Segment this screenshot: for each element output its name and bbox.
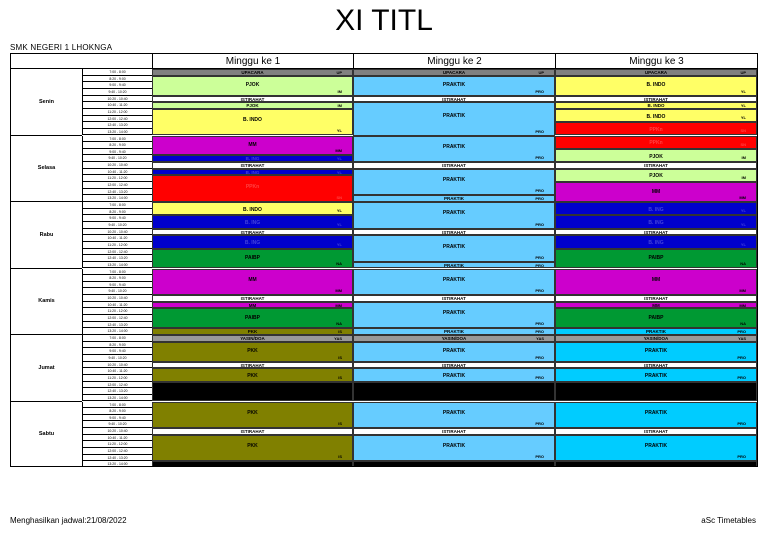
teacher-code: SN xyxy=(740,141,746,147)
lesson-name: MM xyxy=(248,302,257,308)
time-slot: 11:20 - 12:00 xyxy=(82,308,152,315)
lesson-name: B. ING xyxy=(648,239,664,246)
app-credit: aSc Timetables xyxy=(701,516,756,525)
time-slot: 12:40 - 13:20 xyxy=(82,455,152,462)
lesson-cell xyxy=(353,461,555,467)
timetable-grid xyxy=(10,53,758,467)
page-title: XI TITL xyxy=(335,4,433,37)
lesson-name: ISTIRAHAT xyxy=(240,96,265,102)
lesson-name: PRAKTIK xyxy=(442,82,466,89)
lesson-name: ISTIRAHAT xyxy=(240,229,265,235)
lesson-name: PRAKTIK xyxy=(442,243,466,250)
time-slot: 10:40 - 11:20 xyxy=(82,435,152,442)
teacher-code: PRO xyxy=(737,354,746,360)
lesson-name: MM xyxy=(248,276,257,283)
lesson-cell xyxy=(353,136,555,163)
lesson-name: B. INDO xyxy=(646,113,666,120)
time-slot: 7:00 - 8:00 xyxy=(82,335,152,342)
lesson-cell xyxy=(555,368,757,381)
teacher-code: IM xyxy=(337,88,342,94)
time-slot: 9:00 - 9:40 xyxy=(82,149,152,156)
teacher-code: YL xyxy=(336,221,342,227)
lesson-name: PRAKTIK xyxy=(442,210,466,217)
lesson-name: PKK xyxy=(247,409,258,416)
lesson-name: ISTIRAHAT xyxy=(644,429,668,435)
lesson-cell xyxy=(353,402,555,429)
lesson-cell xyxy=(555,149,757,162)
time-slot: 9:40 - 10:20 xyxy=(82,355,152,362)
time-slot: 12:00 - 12:40 xyxy=(82,116,152,123)
teacher-code: PRO xyxy=(535,454,544,460)
lesson-cell xyxy=(555,435,757,462)
lesson-name: PRAKTIK xyxy=(442,348,466,355)
time-slot: 10:40 - 11:20 xyxy=(82,102,152,109)
lesson-name: UPACARA xyxy=(442,70,466,75)
lesson-cell xyxy=(353,96,555,103)
lesson-cell xyxy=(555,202,757,215)
lesson-name: ISTIRAHAT xyxy=(442,429,466,435)
lesson-cell xyxy=(555,122,757,135)
time-slot: 8:20 - 9:00 xyxy=(82,408,152,415)
time-slot: 9:40 - 10:20 xyxy=(82,89,152,96)
lesson-cell xyxy=(555,215,757,228)
lesson-cell xyxy=(353,69,555,76)
lesson-cell xyxy=(353,428,555,435)
time-slot: 9:40 - 10:20 xyxy=(82,421,152,428)
generated-date: Menghasilkan jadwal:21/08/2022 xyxy=(10,516,127,525)
lesson-cell xyxy=(152,162,353,169)
lesson-name: ISTIRAHAT xyxy=(240,296,265,302)
week-header-3: Minggu ke 3 xyxy=(555,54,757,69)
lesson-name: PPKn xyxy=(245,183,260,190)
time-slot: 13:20 - 14:00 xyxy=(82,328,152,335)
lesson-cell xyxy=(555,382,757,402)
lesson-cell xyxy=(353,235,555,262)
lesson-name: MM xyxy=(651,276,661,283)
teacher-code: IS xyxy=(338,421,342,427)
lesson-cell xyxy=(152,76,353,96)
time-slot: 9:40 - 10:20 xyxy=(82,155,152,162)
week-header-1: Minggu ke 1 xyxy=(152,54,353,69)
time-slot: 11:20 - 12:00 xyxy=(82,242,152,249)
teacher-code: YL xyxy=(740,208,746,214)
time-slot: 7:00 - 8:00 xyxy=(82,136,152,143)
teacher-code: MM xyxy=(739,302,746,308)
lesson-name: B. ING xyxy=(244,239,261,246)
lesson-cell xyxy=(152,328,353,335)
teacher-code: MM xyxy=(335,148,342,154)
lesson-name: ISTIRAHAT xyxy=(442,362,466,368)
lesson-cell xyxy=(555,402,757,429)
lesson-cell xyxy=(555,302,757,309)
time-slot: 10:40 - 11:20 xyxy=(82,169,152,176)
time-slot: 11:20 - 12:00 xyxy=(82,441,152,448)
time-slot: 10:20 - 10:40 xyxy=(82,162,152,169)
lesson-cell xyxy=(152,435,353,462)
lesson-name: ISTIRAHAT xyxy=(240,429,265,435)
lesson-name: PRAKTIK xyxy=(644,443,668,450)
teacher-code: IM xyxy=(741,155,746,161)
time-slot: 10:20 - 10:40 xyxy=(82,96,152,103)
teacher-code: PRO xyxy=(737,421,746,427)
teacher-code: IS xyxy=(338,354,342,360)
teacher-code: IM xyxy=(337,103,342,109)
teacher-code: SN xyxy=(336,194,342,200)
teacher-code: PRO xyxy=(535,329,544,335)
lesson-cell xyxy=(353,202,555,229)
lesson-cell xyxy=(353,302,555,329)
lesson-cell xyxy=(152,428,353,435)
lesson-name: PJOK xyxy=(246,103,259,109)
lesson-cell xyxy=(555,96,757,103)
lesson-name: ISTIRAHAT xyxy=(240,362,265,368)
lesson-name: PKK xyxy=(247,443,258,450)
lesson-name: PRAKTIK xyxy=(444,329,464,335)
lesson-cell xyxy=(353,435,555,462)
lesson-name: PRAKTIK xyxy=(442,143,466,150)
time-slot: 8:20 - 9:00 xyxy=(82,342,152,349)
lesson-cell xyxy=(152,109,353,136)
time-slot: 12:40 - 13:20 xyxy=(82,122,152,129)
lesson-cell xyxy=(152,308,353,328)
lesson-name: YASIN/DOA xyxy=(441,336,467,341)
lesson-cell xyxy=(353,229,555,236)
lesson-name: ISTIRAHAT xyxy=(644,163,668,169)
lesson-name: PRAKTIK xyxy=(444,196,464,202)
lesson-name: PKK xyxy=(247,372,258,379)
time-slot: 10:20 - 10:40 xyxy=(82,229,152,236)
day-label: Kamis xyxy=(11,269,82,336)
lesson-cell xyxy=(152,382,353,402)
teacher-code: IS xyxy=(338,454,342,460)
lesson-name: B. ING xyxy=(245,169,260,175)
week-header-2: Minggu ke 2 xyxy=(353,54,555,69)
lesson-name: MM xyxy=(652,302,660,308)
time-slot: 12:40 - 13:20 xyxy=(82,322,152,329)
lesson-cell xyxy=(555,182,757,202)
lesson-cell xyxy=(555,235,757,248)
teacher-code: PRO xyxy=(535,421,544,427)
time-slot: 13:20 - 14:00 xyxy=(82,395,152,402)
lesson-name: YASIN/DOA xyxy=(643,336,669,341)
teacher-code: MM xyxy=(739,194,746,200)
time-slot: 8:20 - 9:00 xyxy=(82,142,152,149)
lesson-name: PAIBP xyxy=(648,314,664,321)
time-slot: 9:00 - 9:40 xyxy=(82,415,152,422)
lesson-name: B. INDO xyxy=(243,117,262,124)
lesson-name: PPKn xyxy=(649,126,663,133)
lesson-name: PRAKTIK xyxy=(646,329,666,335)
lesson-name: ISTIRAHAT xyxy=(644,296,668,302)
lesson-cell xyxy=(152,202,353,215)
lesson-cell xyxy=(152,461,353,467)
time-slot: 10:40 - 11:20 xyxy=(82,235,152,242)
lesson-cell xyxy=(353,295,555,302)
teacher-code: PRO xyxy=(535,155,544,161)
teacher-code: NA xyxy=(740,261,746,267)
lesson-cell xyxy=(555,109,757,122)
day-label: Senin xyxy=(11,69,82,136)
lesson-cell xyxy=(152,175,353,202)
day-label: Rabu xyxy=(11,202,82,269)
lesson-name: ISTIRAHAT xyxy=(442,229,466,235)
time-slot: 12:00 - 12:40 xyxy=(82,315,152,322)
teacher-code: YL xyxy=(740,221,746,227)
teacher-code: NA xyxy=(336,321,342,327)
lesson-cell xyxy=(555,362,757,369)
time-slot: 7:00 - 8:00 xyxy=(82,202,152,209)
lesson-cell xyxy=(152,69,353,76)
lesson-name: PAIBP xyxy=(648,255,664,262)
lesson-name: MM xyxy=(248,142,257,149)
time-slot: 12:00 - 12:40 xyxy=(82,448,152,455)
lesson-cell xyxy=(555,308,757,328)
time-slot: 9:00 - 9:40 xyxy=(82,82,152,89)
lesson-cell xyxy=(353,195,555,202)
lesson-cell xyxy=(555,328,757,335)
lesson-cell xyxy=(555,269,757,296)
time-slot: 12:40 - 13:20 xyxy=(82,255,152,262)
lesson-name: PKK xyxy=(247,329,258,335)
lesson-cell xyxy=(353,162,555,169)
lesson-cell xyxy=(555,295,757,302)
lesson-cell xyxy=(152,249,353,269)
teacher-code: MM xyxy=(739,288,746,294)
lesson-name: PJOK xyxy=(649,153,663,160)
lesson-cell xyxy=(353,269,555,296)
header-corner xyxy=(11,54,152,69)
day-label: Jumat xyxy=(11,335,82,402)
lesson-name: UPACARA xyxy=(644,70,668,75)
lesson-name: B. INDO xyxy=(243,206,262,213)
lesson-cell xyxy=(152,362,353,369)
teacher-code: PRO xyxy=(535,354,544,360)
teacher-code: YAS xyxy=(536,336,544,341)
time-slot: 12:00 - 12:40 xyxy=(82,182,152,189)
teacher-code: PRO xyxy=(737,329,746,335)
time-slot: 8:20 - 9:00 xyxy=(82,76,152,83)
time-slot: 12:00 - 12:40 xyxy=(82,249,152,256)
time-slot: 10:20 - 10:40 xyxy=(82,295,152,302)
day-label: Selasa xyxy=(11,136,82,203)
teacher-code: PRO xyxy=(535,262,544,268)
teacher-code: PRO xyxy=(535,88,544,94)
lesson-cell xyxy=(152,302,353,309)
lesson-name: ISTIRAHAT xyxy=(442,96,466,102)
teacher-code: PRO xyxy=(535,374,544,380)
time-slot: 13:20 - 14:00 xyxy=(82,262,152,269)
lesson-cell xyxy=(555,102,757,109)
teacher-code: PRO xyxy=(737,374,746,380)
lesson-cell xyxy=(555,76,757,96)
lesson-name: ISTIRAHAT xyxy=(442,296,466,302)
time-slot: 8:20 - 9:00 xyxy=(82,275,152,282)
teacher-code: YL xyxy=(336,208,342,214)
lesson-name: PRAKTIK xyxy=(644,372,668,379)
teacher-code: YL xyxy=(336,156,342,162)
lesson-cell xyxy=(353,328,555,335)
time-slot: 9:00 - 9:40 xyxy=(82,282,152,289)
lesson-cell xyxy=(152,102,353,109)
teacher-code: YL xyxy=(740,241,746,247)
lesson-name: PRAKTIK xyxy=(442,276,466,283)
teacher-code: IM xyxy=(741,175,746,181)
lesson-name: B. ING xyxy=(648,206,664,213)
time-slot: 11:20 - 12:00 xyxy=(82,375,152,382)
lesson-cell xyxy=(353,382,555,402)
lesson-name: YASIN/DOA xyxy=(240,336,265,341)
teacher-code: YL xyxy=(336,241,342,247)
time-slot: 9:40 - 10:20 xyxy=(82,222,152,229)
lesson-name: B. ING xyxy=(244,220,261,227)
lesson-name: PRAKTIK xyxy=(442,409,466,416)
lesson-cell xyxy=(555,249,757,269)
lesson-cell xyxy=(152,235,353,248)
time-slot: 10:20 - 10:40 xyxy=(82,428,152,435)
lesson-name: PJOK xyxy=(245,82,260,89)
time-slot: 9:40 - 10:20 xyxy=(82,288,152,295)
lesson-cell xyxy=(152,169,353,176)
teacher-code: YL xyxy=(740,103,746,109)
time-slot: 12:00 - 12:40 xyxy=(82,382,152,389)
lesson-cell xyxy=(152,368,353,381)
teacher-code: UP xyxy=(740,70,746,75)
time-slot: 13:20 - 14:00 xyxy=(82,195,152,202)
day-label: Sabtu xyxy=(11,402,82,468)
teacher-code: SN xyxy=(740,128,746,134)
lesson-name: PRAKTIK xyxy=(442,443,466,450)
time-slot: 7:00 - 8:00 xyxy=(82,69,152,76)
teacher-code: PRO xyxy=(535,321,544,327)
lesson-cell xyxy=(555,162,757,169)
teacher-code: IS xyxy=(338,329,342,335)
lesson-cell xyxy=(152,136,353,156)
time-slot: 13:20 - 14:00 xyxy=(82,129,152,136)
lesson-name: ISTIRAHAT xyxy=(442,163,466,169)
teacher-code: PRO xyxy=(535,221,544,227)
lesson-name: B. INDO xyxy=(646,82,666,89)
lesson-cell xyxy=(555,461,757,467)
time-slot: 7:00 - 8:00 xyxy=(82,402,152,409)
lesson-name: PRAKTIK xyxy=(444,262,464,268)
lesson-cell xyxy=(353,169,555,196)
time-slot: 13:20 - 14:00 xyxy=(82,461,152,467)
teacher-code: PRO xyxy=(535,288,544,294)
lesson-name: B. ING xyxy=(245,156,260,162)
lesson-cell xyxy=(353,342,555,362)
lesson-cell xyxy=(152,342,353,362)
lesson-cell xyxy=(555,229,757,236)
teacher-code: PRO xyxy=(535,128,544,134)
teacher-code: PRO xyxy=(535,188,544,194)
time-slot: 7:00 - 8:00 xyxy=(82,269,152,276)
teacher-code: NA xyxy=(336,261,342,267)
school-name: SMK NEGERI 1 LHOKNGA xyxy=(10,43,113,52)
lesson-cell xyxy=(152,96,353,103)
lesson-name: ISTIRAHAT xyxy=(644,229,668,235)
lesson-cell xyxy=(353,76,555,96)
lesson-name: PRAKTIK xyxy=(442,112,466,119)
lesson-cell xyxy=(353,362,555,369)
lesson-cell xyxy=(555,136,757,149)
lesson-name: ISTIRAHAT xyxy=(644,362,668,368)
time-slot: 10:40 - 11:20 xyxy=(82,302,152,309)
lesson-name: ISTIRAHAT xyxy=(644,96,668,102)
lesson-cell xyxy=(555,428,757,435)
lesson-cell xyxy=(353,335,555,342)
lesson-name: PPKn xyxy=(649,140,663,147)
lesson-cell xyxy=(152,269,353,296)
teacher-code: YL xyxy=(336,128,342,134)
lesson-name: B. ING xyxy=(648,220,664,227)
lesson-name: PRAKTIK xyxy=(644,409,668,416)
teacher-code: NA xyxy=(740,321,746,327)
time-slot: 12:40 - 13:20 xyxy=(82,189,152,196)
lesson-name: B. INDO xyxy=(647,103,665,109)
teacher-code: YAS xyxy=(334,336,342,341)
time-slot: 8:20 - 9:00 xyxy=(82,209,152,216)
lesson-cell xyxy=(353,102,555,135)
lesson-cell xyxy=(555,335,757,342)
lesson-name: PJOK xyxy=(649,173,663,180)
time-slot: 9:00 - 9:40 xyxy=(82,215,152,222)
lesson-cell xyxy=(353,262,555,269)
lesson-name: PRAKTIK xyxy=(644,348,668,355)
lesson-name: UPACARA xyxy=(241,70,264,75)
teacher-code: UP xyxy=(336,70,342,75)
time-slot: 10:40 - 11:20 xyxy=(82,368,152,375)
lesson-cell xyxy=(555,69,757,76)
time-slot: 10:20 - 10:40 xyxy=(82,362,152,369)
lesson-cell xyxy=(152,402,353,429)
time-slot: 11:20 - 12:00 xyxy=(82,175,152,182)
lesson-cell xyxy=(152,155,353,162)
teacher-code: IS xyxy=(338,374,342,380)
lesson-name: PRAKTIK xyxy=(442,177,466,184)
lesson-name: PAIBP xyxy=(245,255,260,262)
teacher-code: YL xyxy=(740,115,746,121)
lesson-name: PRAKTIK xyxy=(442,372,466,379)
teacher-code: YL xyxy=(336,169,342,175)
teacher-code: PRO xyxy=(535,254,544,260)
lesson-name: PKK xyxy=(247,348,258,355)
lesson-cell xyxy=(555,342,757,362)
teacher-code: YL xyxy=(740,88,746,94)
lesson-cell xyxy=(152,215,353,228)
time-slot: 11:20 - 12:00 xyxy=(82,109,152,116)
lesson-cell xyxy=(353,368,555,381)
teacher-code: PRO xyxy=(535,196,544,202)
teacher-code: UP xyxy=(538,70,544,75)
lesson-cell xyxy=(152,229,353,236)
lesson-cell xyxy=(152,295,353,302)
teacher-code: MM xyxy=(335,288,342,294)
teacher-code: MM xyxy=(335,302,342,308)
lesson-cell xyxy=(555,169,757,182)
time-slot: 9:00 - 9:40 xyxy=(82,348,152,355)
lesson-name: ISTIRAHAT xyxy=(240,163,265,169)
teacher-code: PRO xyxy=(737,454,746,460)
lesson-name: MM xyxy=(651,188,661,195)
time-slot: 12:40 - 13:20 xyxy=(82,388,152,395)
lesson-name: PAIBP xyxy=(245,314,260,321)
lesson-cell xyxy=(152,335,353,342)
teacher-code: YAS xyxy=(738,336,746,341)
lesson-name: PRAKTIK xyxy=(442,310,466,317)
